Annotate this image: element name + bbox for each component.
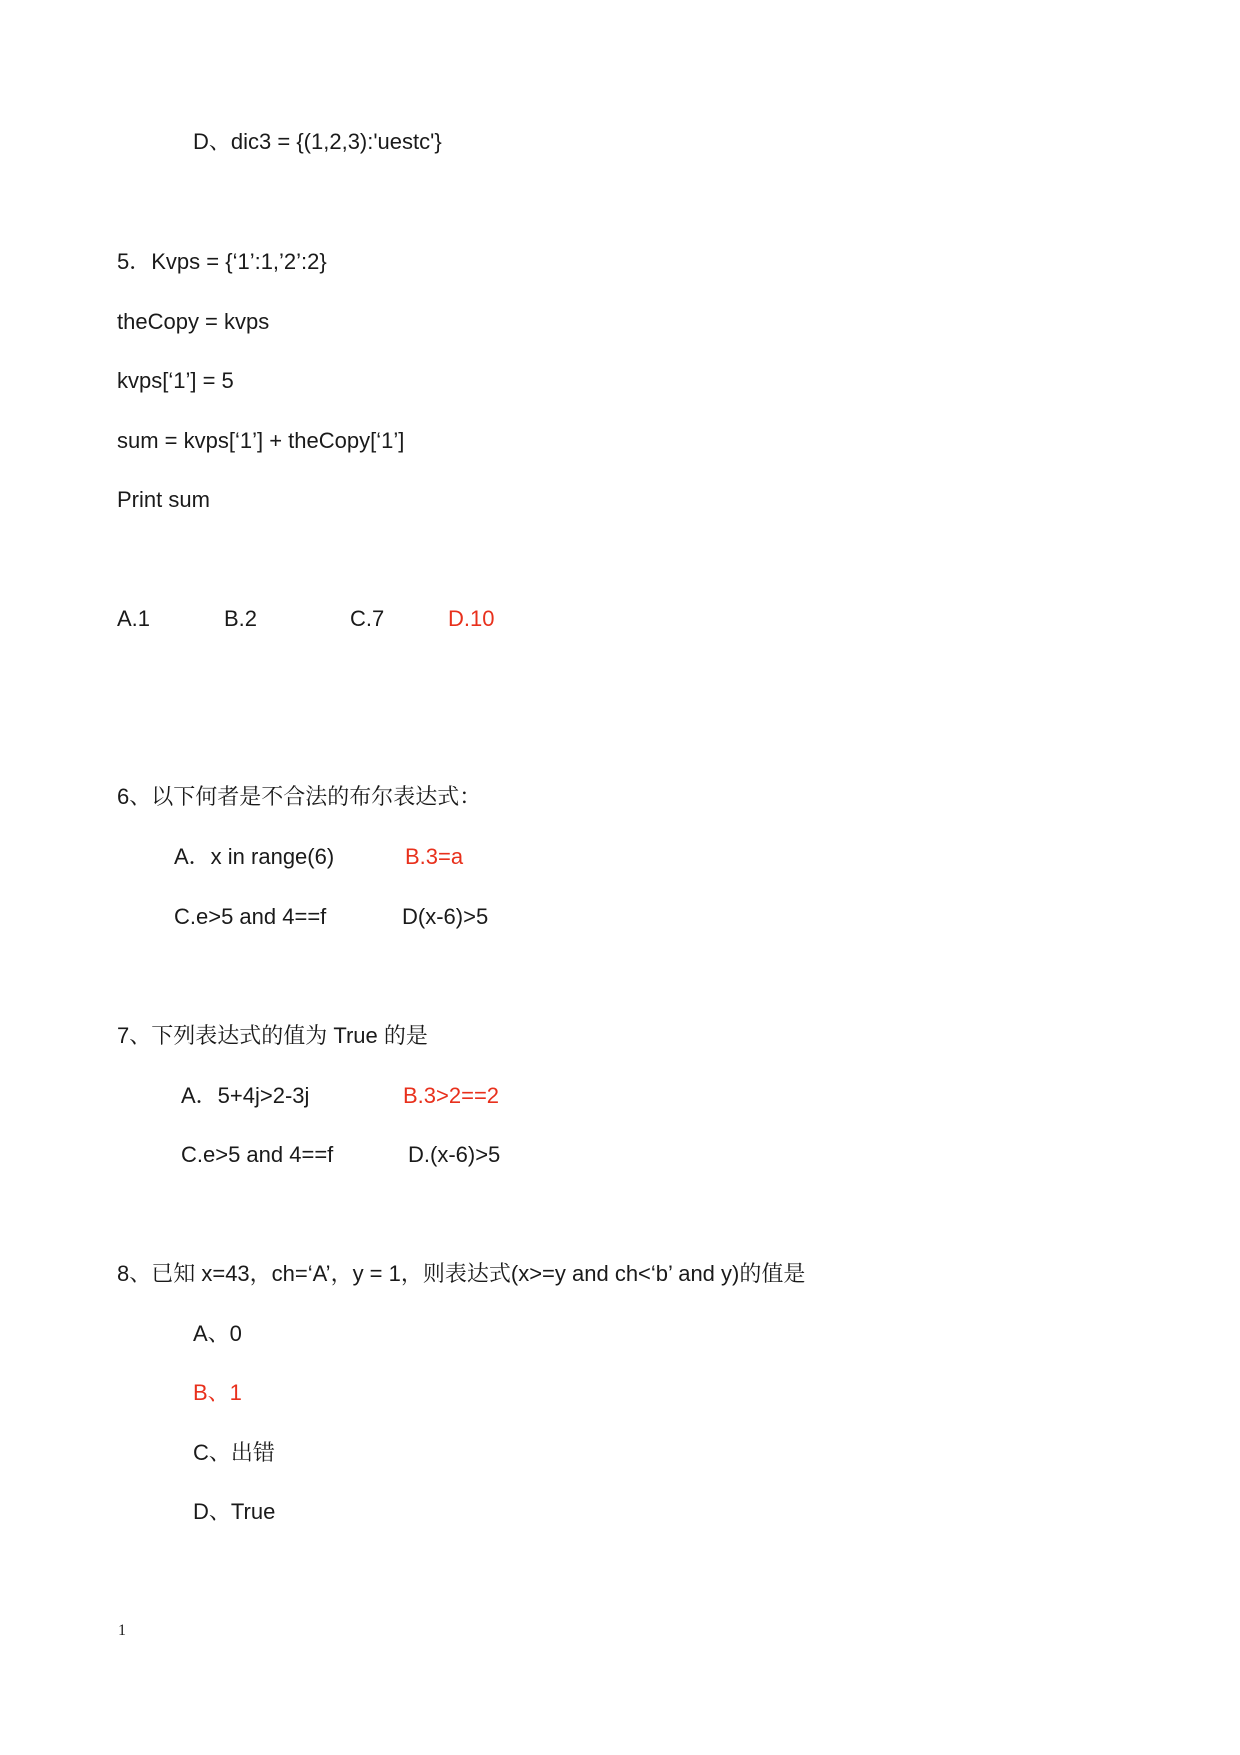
- q6-option-d: D(x-6)>5: [402, 904, 489, 929]
- q8-option-a: A、0: [193, 1321, 242, 1346]
- q7-option-c: C.e>5 and 4==f: [181, 1142, 334, 1167]
- q5-option-c: C.7: [350, 606, 385, 631]
- q6-option-a: A．x in range(6): [174, 844, 335, 869]
- q5-code-line-4: sum = kvps[‘1’] + theCopy[‘1’]: [117, 428, 405, 453]
- q5-code-line-3: kvps[‘1’] = 5: [117, 368, 234, 393]
- q8-option-c: C、出错: [193, 1440, 275, 1465]
- page-number: 1: [118, 1622, 126, 1639]
- q5-code-line-5: Print sum: [117, 487, 210, 512]
- q8-option-d: D、True: [193, 1499, 276, 1524]
- q5-option-b: B.2: [224, 606, 258, 631]
- q5-option-d-answer: D.10: [448, 606, 495, 631]
- q6-option-b-answer: B.3=a: [405, 844, 464, 869]
- q7-question: 7、下列表达式的值为 True 的是: [117, 1023, 428, 1048]
- q5-option-a: A.1: [117, 606, 151, 631]
- q5-code-line-1: 5．Kvps = {‘1’:1,’2’:2}: [117, 249, 327, 274]
- q4-option-d: D、dic3 = {(1,2,3):'uestc'}: [193, 129, 442, 154]
- q8-option-b-answer: B、1: [193, 1380, 242, 1405]
- q6-option-c: C.e>5 and 4==f: [174, 904, 327, 929]
- q7-option-b-answer: B.3>2==2: [403, 1083, 500, 1108]
- q8-question: 8、已知 x=43，ch=‘A’，y = 1，则表达式(x>=y and ch<‘b’ and y)的值是: [117, 1261, 806, 1286]
- q6-question: 6、以下何者是不合法的布尔表达式：: [117, 784, 482, 809]
- q7-option-d: D.(x-6)>5: [408, 1142, 501, 1167]
- q7-option-a: A．5+4j>2-3j: [181, 1083, 310, 1108]
- q5-code-line-2: theCopy = kvps: [117, 309, 270, 334]
